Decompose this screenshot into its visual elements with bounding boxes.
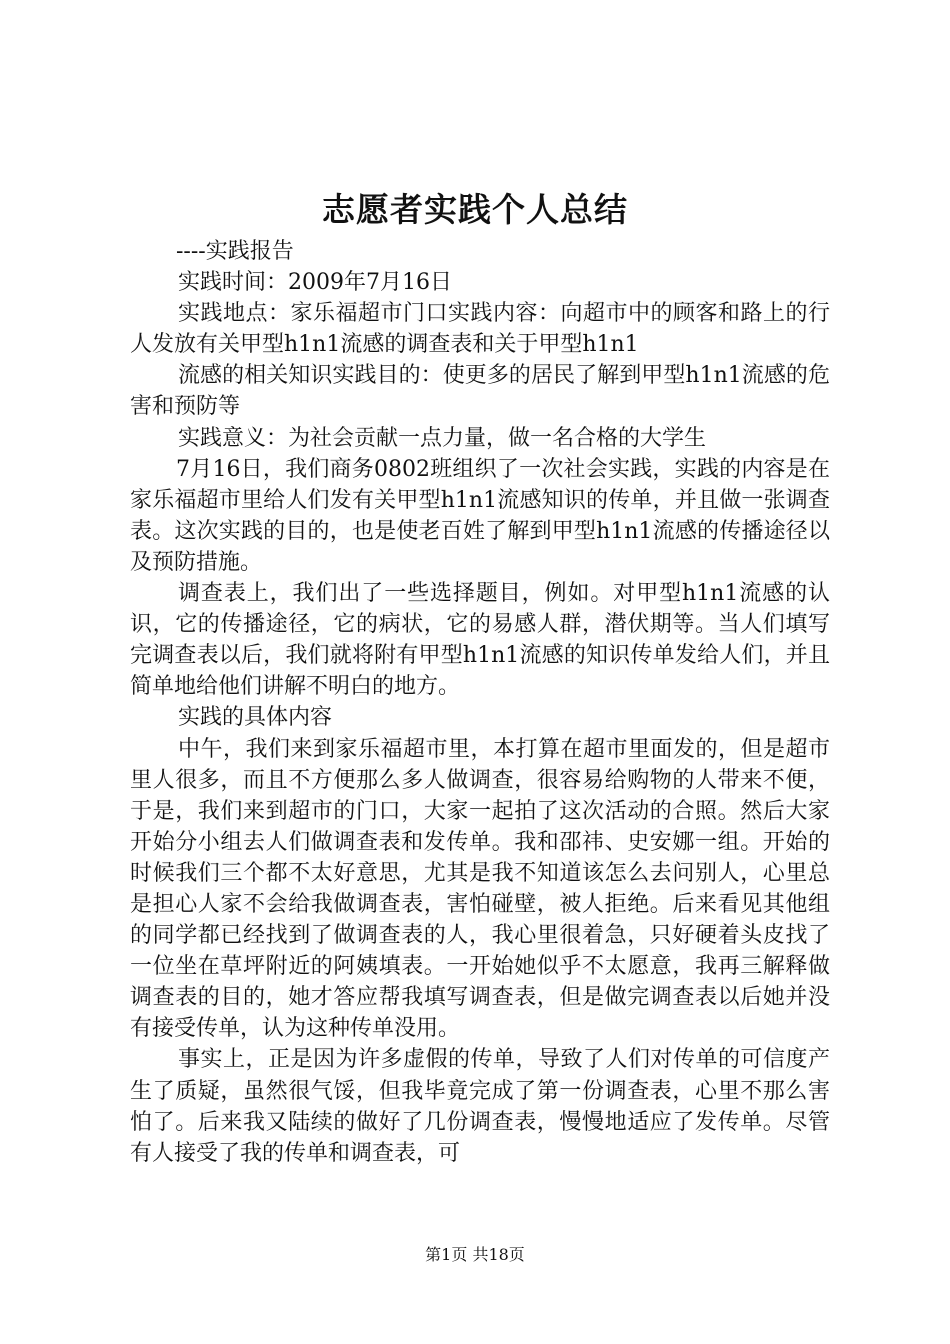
document-body — [130, 236, 830, 1169]
paragraph-section-heading: 实践的具体内容 — [178, 705, 333, 731]
paragraph-practice-time: 实践时间：2009年7月16日 — [178, 270, 452, 296]
paragraph-practice-location: 实践地点：家乐福超市门口实践内容：向超市中的顾客和路上的行人发放有关甲型h1n1流感的调查表和关于甲型h1n1 — [130, 301, 830, 358]
page-footer: 第1页 共18页 — [425, 1245, 525, 1264]
paragraph-practice-purpose: 流感的相关知识实践目的：使更多的居民了解到甲型h1n1流感的危害和预防等 — [130, 363, 830, 420]
paragraph-in-fact: 事实上，正是因为许多虚假的传单，导致了人们对传单的可信度产生了质疑，虽然很气馁，但我毕竟完成了第一份调查表，心里不那么害怕了。后来我又陆续的做好了几份调查表，慢慢地适应了发传单。尽管有人接受了我的传单和调查表，可 — [130, 1047, 830, 1166]
paragraph-survey: 调查表上，我们出了一些选择题目，例如。对甲型h1n1流感的认识，它的传播途径，它的病状，它的易感人群，潜伏期等。当人们填写完调查表以后，我们就将附有甲型h1n1流感的知识传单发给人们，并且简单地给他们讲解不明白的地方。 — [130, 581, 830, 700]
paragraph-practice-meaning: 实践意义：为社会贡献一点力量，做一名合格的大学生 — [178, 425, 707, 451]
paragraph-noon: 中午，我们来到家乐福超市里，本打算在超市里面发的，但是超市里人很多，而且不方便那么多人做调查，很容易给购物的人带来不便，于是，我们来到超市的门口，大家一起拍了这次活动的合照。然后大家开始分小组去人们做调查表和发传单。我和邵祎、史安娜一组。开始的时候我们三个都不太好意思，尤其是我不知道该怎么去问别人，心里总是担心人家不会给我做调查表，害怕碰壁，被人拒绝。后来看见其他组的同学都已经找到了做调查表的人，我心里很着急，只好硬着头皮找了一位坐在草坪附近的阿姨填表。一开始她似乎不太愿意，我再三解释做调查表的目的，她才答应帮我填写调查表，但是做完调查表以后她并没有接受传单，认为这种传单没用。 — [130, 736, 830, 1042]
paragraph-july-16: 7月16日，我们商务0802班组织了一次社会实践，实践的内容是在家乐福超市里给人们发有关甲型h1n1流感知识的传单，并且做一张调查表。这次实践的目的，也是使老百姓了解到甲型h1n1流感的传播途径以及预防措施。 — [130, 456, 830, 575]
paragraph-subtitle: ----实践报告 — [176, 239, 294, 264]
document-title: 志愿者实践个人总结 — [322, 190, 628, 229]
